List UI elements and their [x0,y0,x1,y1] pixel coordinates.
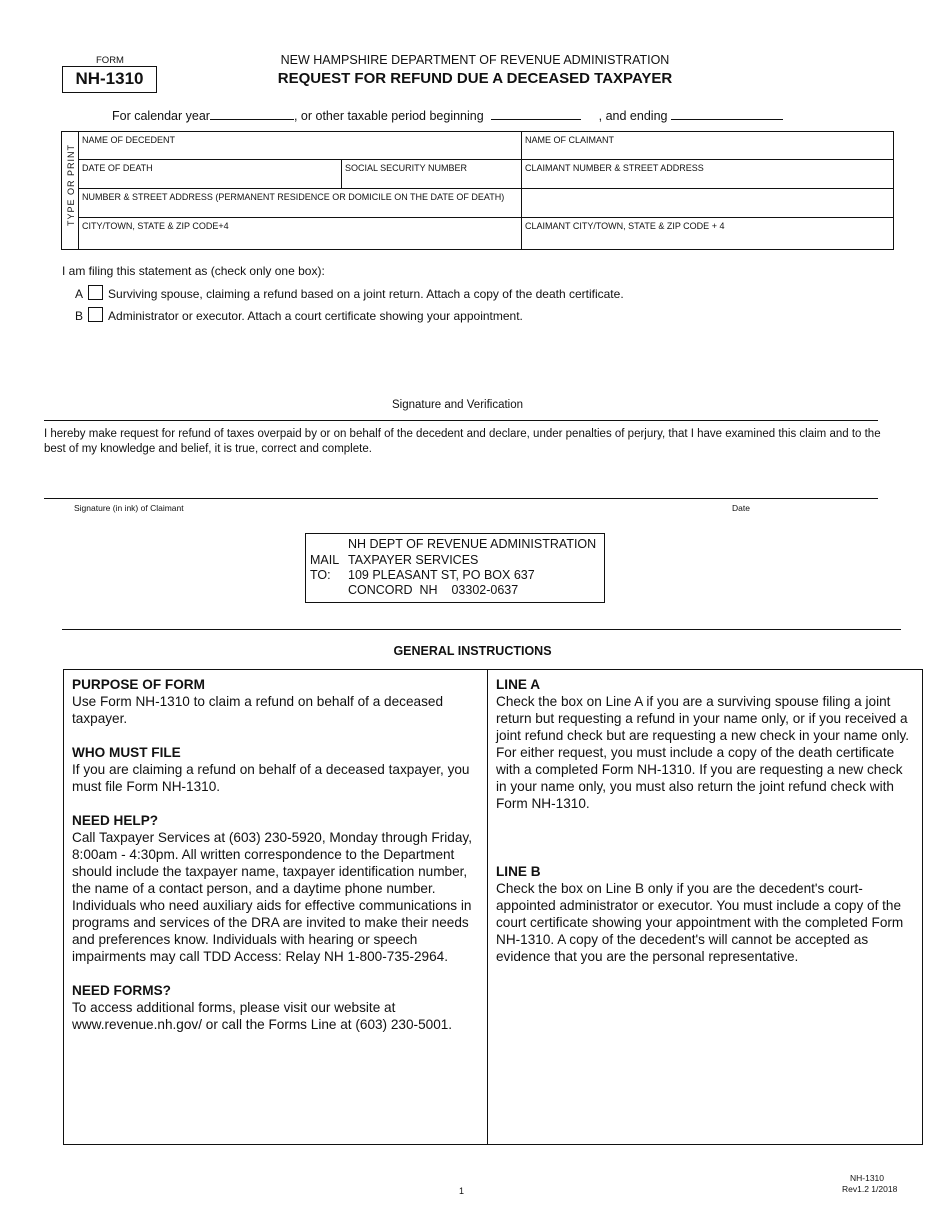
option-text: Surviving spouse, claiming a refund based on a joint return. Attach a copy of the death certificate. [108,287,624,301]
claimant-address-continued-field[interactable] [522,189,894,218]
claimant-city-field[interactable] [522,218,894,249]
website-link[interactable]: www.revenue.nh.gov/ [72,1017,202,1032]
line-b-title: LINE B [496,864,541,879]
claimant-name-field[interactable] [522,132,894,160]
divider [44,420,878,421]
field-label: SOCIAL SECURITY NUMBER [345,163,468,173]
line-b-text: Check the box on Line B only if you are the decedent's court-appointed administrator or executor. You must include a copy of the court certificate showing your appointment with the completed Form NH-1310. A copy of the decedent's will cannot be accepted as evidence that you are the personal representative. [496,881,904,964]
filing-intro: I am filing this statement as (check only one box): [62,264,325,278]
claimant-address-field[interactable] [522,160,894,189]
decedent-city-field[interactable] [78,218,522,249]
forms-text-after: or call the Forms Line at (603) 230-5001. [201,1017,453,1032]
period-end-label: , and ending [598,109,668,123]
page-title: REQUEST FOR REFUND DUE A DECEASED TAXPAYER [277,70,673,87]
option-b [75,307,523,323]
option-a [75,285,624,301]
instructions-left-column [63,669,488,1145]
period-end-field[interactable] [671,107,783,120]
period-line [112,107,783,123]
line-a-title: LINE A [496,677,541,692]
mail-address-line: CONCORD NH 03302-0637 [348,583,519,597]
period-begin-label: , or other taxable period beginning [293,109,484,123]
who-text: If you are claiming a refund on behalf of a deceased taxpayer, you must file Form NH-1310. [72,762,470,794]
forms-title: NEED FORMS? [72,983,171,998]
forms-text-before: To access additional forms, please visit our website at [72,1000,396,1015]
option-text: Administrator or executor. Attach a court certificate showing your appointment. [108,309,523,323]
field-label: NAME OF DECEDENT [82,135,176,145]
footer-form-number: NH-1310 [850,1173,885,1183]
period-begin-field[interactable] [491,107,581,120]
footer-revision: Rev1.2 1/2018 [842,1184,898,1194]
forms-text [72,999,479,1033]
department-name: NEW HAMPSHIRE DEPARTMENT OF REVENUE ADMINISTRATION [280,53,670,67]
instructions-heading: GENERAL INSTRUCTIONS [393,644,552,658]
option-letter: A [75,287,84,301]
help-title: NEED HELP? [72,813,159,828]
calendar-year-field[interactable] [210,107,294,120]
ssn-field[interactable] [342,160,522,189]
field-label: NUMBER & STREET ADDRESS (PERMANENT RESIDENCE OR DOMICILE ON THE DATE OF DEATH) [82,192,505,202]
mail-label: MAIL [310,553,340,567]
instructions-right-column [487,669,923,1145]
decedent-address-field[interactable] [78,189,522,218]
mail-to-box [305,533,605,603]
line-a-text: Check the box on Line A if you are a surviving spouse filing a joint return but requesting a refund in your name only, or if you received a joint refund check but are requesting a new check in your name only. For either request, you must include a copy of the death certificate with a completed Form NH-1310. If you are requesting a new check in your name only, you must also return the joint refund check with Form NH-1310. [496,694,910,811]
purpose-title: PURPOSE OF FORM [72,677,205,692]
date-label: Date [732,503,750,513]
signature-heading: Signature and Verification [391,399,524,411]
mail-address-line: NH DEPT OF REVENUE ADMINISTRATION [348,537,597,551]
signature-label: Signature (in ink) of Claimant [74,503,184,513]
to-label: TO: [310,568,331,582]
field-label: CLAIMANT NUMBER & STREET ADDRESS [525,163,704,173]
who-title: WHO MUST FILE [72,745,181,760]
decedent-name-field[interactable] [78,132,522,160]
divider [62,629,901,630]
field-label: CLAIMANT CITY/TOWN, STATE & ZIP CODE + 4 [525,221,725,231]
declaration-text: I hereby make request for refund of taxes overpaid by or on behalf of the decedent and declare, under penalties of perjury, that I have examined this claim and to the best of my knowledge and belief, it is true, correct and complete. [44,428,881,455]
field-label: NAME OF CLAIMANT [525,135,615,145]
option-a-checkbox[interactable] [88,285,103,300]
option-b-checkbox[interactable] [88,307,103,322]
taxpayer-info-table [61,131,894,250]
field-label: CITY/TOWN, STATE & ZIP CODE+4 [82,221,229,231]
page-number: 1 [459,1186,465,1196]
option-letter: B [75,309,84,323]
help-text: Call Taxpayer Services at (603) 230-5920, Monday through Friday, 8:00am - 4:30pm. All written correspondence to the Department should include the taxpayer name, taxpayer identification number, the name of a contact person, and a daytime phone number. Individuals who need auxiliary aids for effective communications in programs and services of the DRA are invited to make their needs and preferences know. Individuals with hearing or speech impairments may call TDD Access: Relay NH 1-800-735-2964. [72,830,472,964]
signature-line[interactable] [44,498,878,499]
mail-address-line: 109 PLEASANT ST, PO BOX 637 [348,568,535,582]
calendar-year-label: For calendar year [112,109,210,123]
date-of-death-field[interactable] [78,160,342,189]
purpose-text: Use Form NH-1310 to claim a refund on behalf of a deceased taxpayer. [72,694,444,726]
type-or-print-label: TYPE OR PRINT [66,144,76,227]
form-label: FORM [96,55,124,66]
field-label: DATE OF DEATH [82,163,153,173]
form-number-box: NH-1310 [62,66,157,93]
mail-address-line: TAXPAYER SERVICES [348,553,479,567]
